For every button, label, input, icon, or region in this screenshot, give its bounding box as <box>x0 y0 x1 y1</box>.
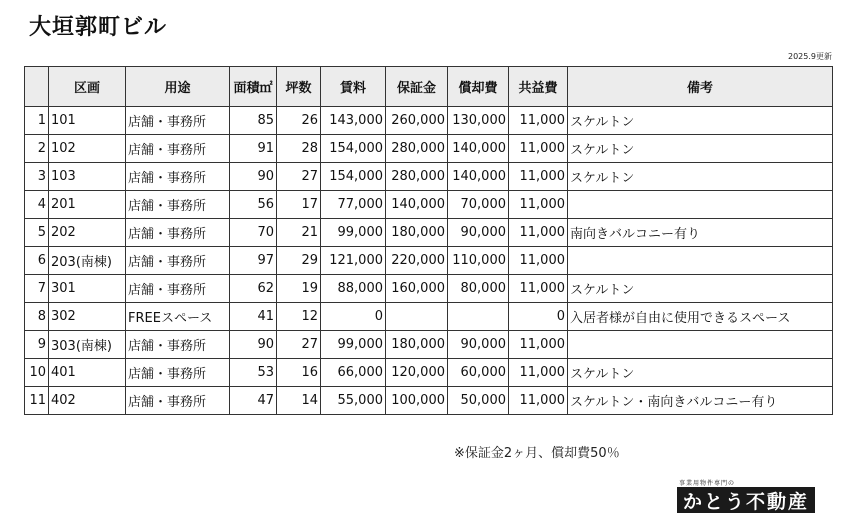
unit-cell: 402 <box>49 387 126 415</box>
amortization-cell: 90,000 <box>448 331 509 359</box>
usage-cell: FREEスペース <box>126 303 230 331</box>
logo-name: かとう不動産 <box>677 487 815 513</box>
tsubo-cell: 27 <box>277 331 321 359</box>
common-fee-cell: 11,000 <box>509 107 568 135</box>
deposit-cell: 120,000 <box>386 359 448 387</box>
table-row <box>25 163 833 191</box>
area-cell: 90 <box>230 331 277 359</box>
remarks-cell <box>568 331 833 359</box>
amortization-cell: 50,000 <box>448 387 509 415</box>
unit-cell: 401 <box>49 359 126 387</box>
row-number-cell: 10 <box>25 359 49 387</box>
amortization-cell: 90,000 <box>448 219 509 247</box>
deposit-cell: 140,000 <box>386 191 448 219</box>
unit-cell: 302 <box>49 303 126 331</box>
table-row <box>25 303 833 331</box>
usage-cell: 店舗・事務所 <box>126 135 230 163</box>
amortization-cell: 70,000 <box>448 191 509 219</box>
rent-cell: 77,000 <box>321 191 386 219</box>
tsubo-cell: 26 <box>277 107 321 135</box>
header-cell: 償却費 <box>448 67 509 107</box>
usage-cell: 店舗・事務所 <box>126 247 230 275</box>
company-logo <box>673 478 817 516</box>
deposit-cell: 220,000 <box>386 247 448 275</box>
area-cell: 70 <box>230 219 277 247</box>
amortization-cell: 140,000 <box>448 163 509 191</box>
table-header-row <box>25 67 833 107</box>
usage-cell: 店舗・事務所 <box>126 359 230 387</box>
common-fee-cell: 0 <box>509 303 568 331</box>
table-row <box>25 219 833 247</box>
usage-cell: 店舗・事務所 <box>126 275 230 303</box>
remarks-cell: スケルトン <box>568 135 833 163</box>
row-number-cell: 3 <box>25 163 49 191</box>
common-fee-cell: 11,000 <box>509 387 568 415</box>
tsubo-cell: 27 <box>277 163 321 191</box>
common-fee-cell: 11,000 <box>509 163 568 191</box>
unit-cell: 201 <box>49 191 126 219</box>
unit-cell: 203(南棟) <box>49 247 126 275</box>
rent-cell: 99,000 <box>321 331 386 359</box>
amortization-cell: 130,000 <box>448 107 509 135</box>
table-row <box>25 387 833 415</box>
tsubo-cell: 19 <box>277 275 321 303</box>
usage-cell: 店舗・事務所 <box>126 219 230 247</box>
common-fee-cell: 11,000 <box>509 191 568 219</box>
rent-cell: 99,000 <box>321 219 386 247</box>
rent-cell: 0 <box>321 303 386 331</box>
deposit-cell: 180,000 <box>386 219 448 247</box>
table-row <box>25 247 833 275</box>
header-cell: 坪数 <box>277 67 321 107</box>
table-row <box>25 191 833 219</box>
table-body <box>25 107 833 415</box>
amortization-cell: 110,000 <box>448 247 509 275</box>
tsubo-cell: 21 <box>277 219 321 247</box>
area-cell: 62 <box>230 275 277 303</box>
tsubo-cell: 12 <box>277 303 321 331</box>
common-fee-cell: 11,000 <box>509 219 568 247</box>
unit-cell: 103 <box>49 163 126 191</box>
amortization-cell: 140,000 <box>448 135 509 163</box>
rent-cell: 55,000 <box>321 387 386 415</box>
area-cell: 91 <box>230 135 277 163</box>
table-row <box>25 359 833 387</box>
area-cell: 56 <box>230 191 277 219</box>
row-number-cell: 6 <box>25 247 49 275</box>
remarks-cell: 入居者様が自由に使用できるスペース <box>568 303 833 331</box>
header-cell: 用途 <box>126 67 230 107</box>
footnote: ※保証金2ヶ月、償却費50％ <box>454 446 620 461</box>
unit-cell: 102 <box>49 135 126 163</box>
deposit-cell: 280,000 <box>386 163 448 191</box>
unit-cell: 101 <box>49 107 126 135</box>
property-table <box>24 66 833 415</box>
header-cell: 共益費 <box>509 67 568 107</box>
row-number-cell: 5 <box>25 219 49 247</box>
deposit-cell: 260,000 <box>386 107 448 135</box>
header-cell: 区画 <box>49 67 126 107</box>
header-cell: 面積㎡ <box>230 67 277 107</box>
tsubo-cell: 17 <box>277 191 321 219</box>
usage-cell: 店舗・事務所 <box>126 331 230 359</box>
row-number-cell: 4 <box>25 191 49 219</box>
usage-cell: 店舗・事務所 <box>126 107 230 135</box>
header-cell: 保証金 <box>386 67 448 107</box>
page-title: 大垣郭町ビル <box>29 15 168 40</box>
area-cell: 47 <box>230 387 277 415</box>
remarks-cell: スケルトン・南向きバルコニー有り <box>568 387 833 415</box>
row-number-cell: 2 <box>25 135 49 163</box>
usage-cell: 店舗・事務所 <box>126 191 230 219</box>
usage-cell: 店舗・事務所 <box>126 387 230 415</box>
deposit-cell: 280,000 <box>386 135 448 163</box>
common-fee-cell: 11,000 <box>509 331 568 359</box>
area-cell: 97 <box>230 247 277 275</box>
remarks-cell: スケルトン <box>568 163 833 191</box>
updated-date: 2025.9更新 <box>788 52 832 61</box>
common-fee-cell: 11,000 <box>509 135 568 163</box>
table-row <box>25 275 833 303</box>
remarks-cell: スケルトン <box>568 359 833 387</box>
remarks-cell: スケルトン <box>568 107 833 135</box>
table-row <box>25 107 833 135</box>
deposit-cell: 180,000 <box>386 331 448 359</box>
rent-cell: 154,000 <box>321 163 386 191</box>
common-fee-cell: 11,000 <box>509 247 568 275</box>
deposit-cell: 160,000 <box>386 275 448 303</box>
remarks-cell <box>568 191 833 219</box>
tsubo-cell: 28 <box>277 135 321 163</box>
area-cell: 90 <box>230 163 277 191</box>
table-row <box>25 135 833 163</box>
deposit-cell <box>386 303 448 331</box>
rent-cell: 121,000 <box>321 247 386 275</box>
deposit-cell: 100,000 <box>386 387 448 415</box>
tsubo-cell: 16 <box>277 359 321 387</box>
rent-cell: 154,000 <box>321 135 386 163</box>
row-number-cell: 8 <box>25 303 49 331</box>
rent-cell: 88,000 <box>321 275 386 303</box>
amortization-cell <box>448 303 509 331</box>
common-fee-cell: 11,000 <box>509 359 568 387</box>
row-number-cell: 7 <box>25 275 49 303</box>
unit-cell: 202 <box>49 219 126 247</box>
unit-cell: 301 <box>49 275 126 303</box>
area-cell: 85 <box>230 107 277 135</box>
unit-cell: 303(南棟) <box>49 331 126 359</box>
amortization-cell: 80,000 <box>448 275 509 303</box>
row-number-cell: 9 <box>25 331 49 359</box>
area-cell: 41 <box>230 303 277 331</box>
rent-cell: 143,000 <box>321 107 386 135</box>
common-fee-cell: 11,000 <box>509 275 568 303</box>
amortization-cell: 60,000 <box>448 359 509 387</box>
usage-cell: 店舗・事務所 <box>126 163 230 191</box>
remarks-cell: スケルトン <box>568 275 833 303</box>
header-cell: 賃料 <box>321 67 386 107</box>
row-number-cell: 1 <box>25 107 49 135</box>
logo-tagline: 事業用物件専門の <box>679 480 736 487</box>
table-row <box>25 331 833 359</box>
tsubo-cell: 29 <box>277 247 321 275</box>
row-number-cell: 11 <box>25 387 49 415</box>
remarks-cell <box>568 247 833 275</box>
header-cell <box>25 67 49 107</box>
rent-cell: 66,000 <box>321 359 386 387</box>
area-cell: 53 <box>230 359 277 387</box>
tsubo-cell: 14 <box>277 387 321 415</box>
header-cell: 備考 <box>568 67 833 107</box>
remarks-cell: 南向きバルコニー有り <box>568 219 833 247</box>
